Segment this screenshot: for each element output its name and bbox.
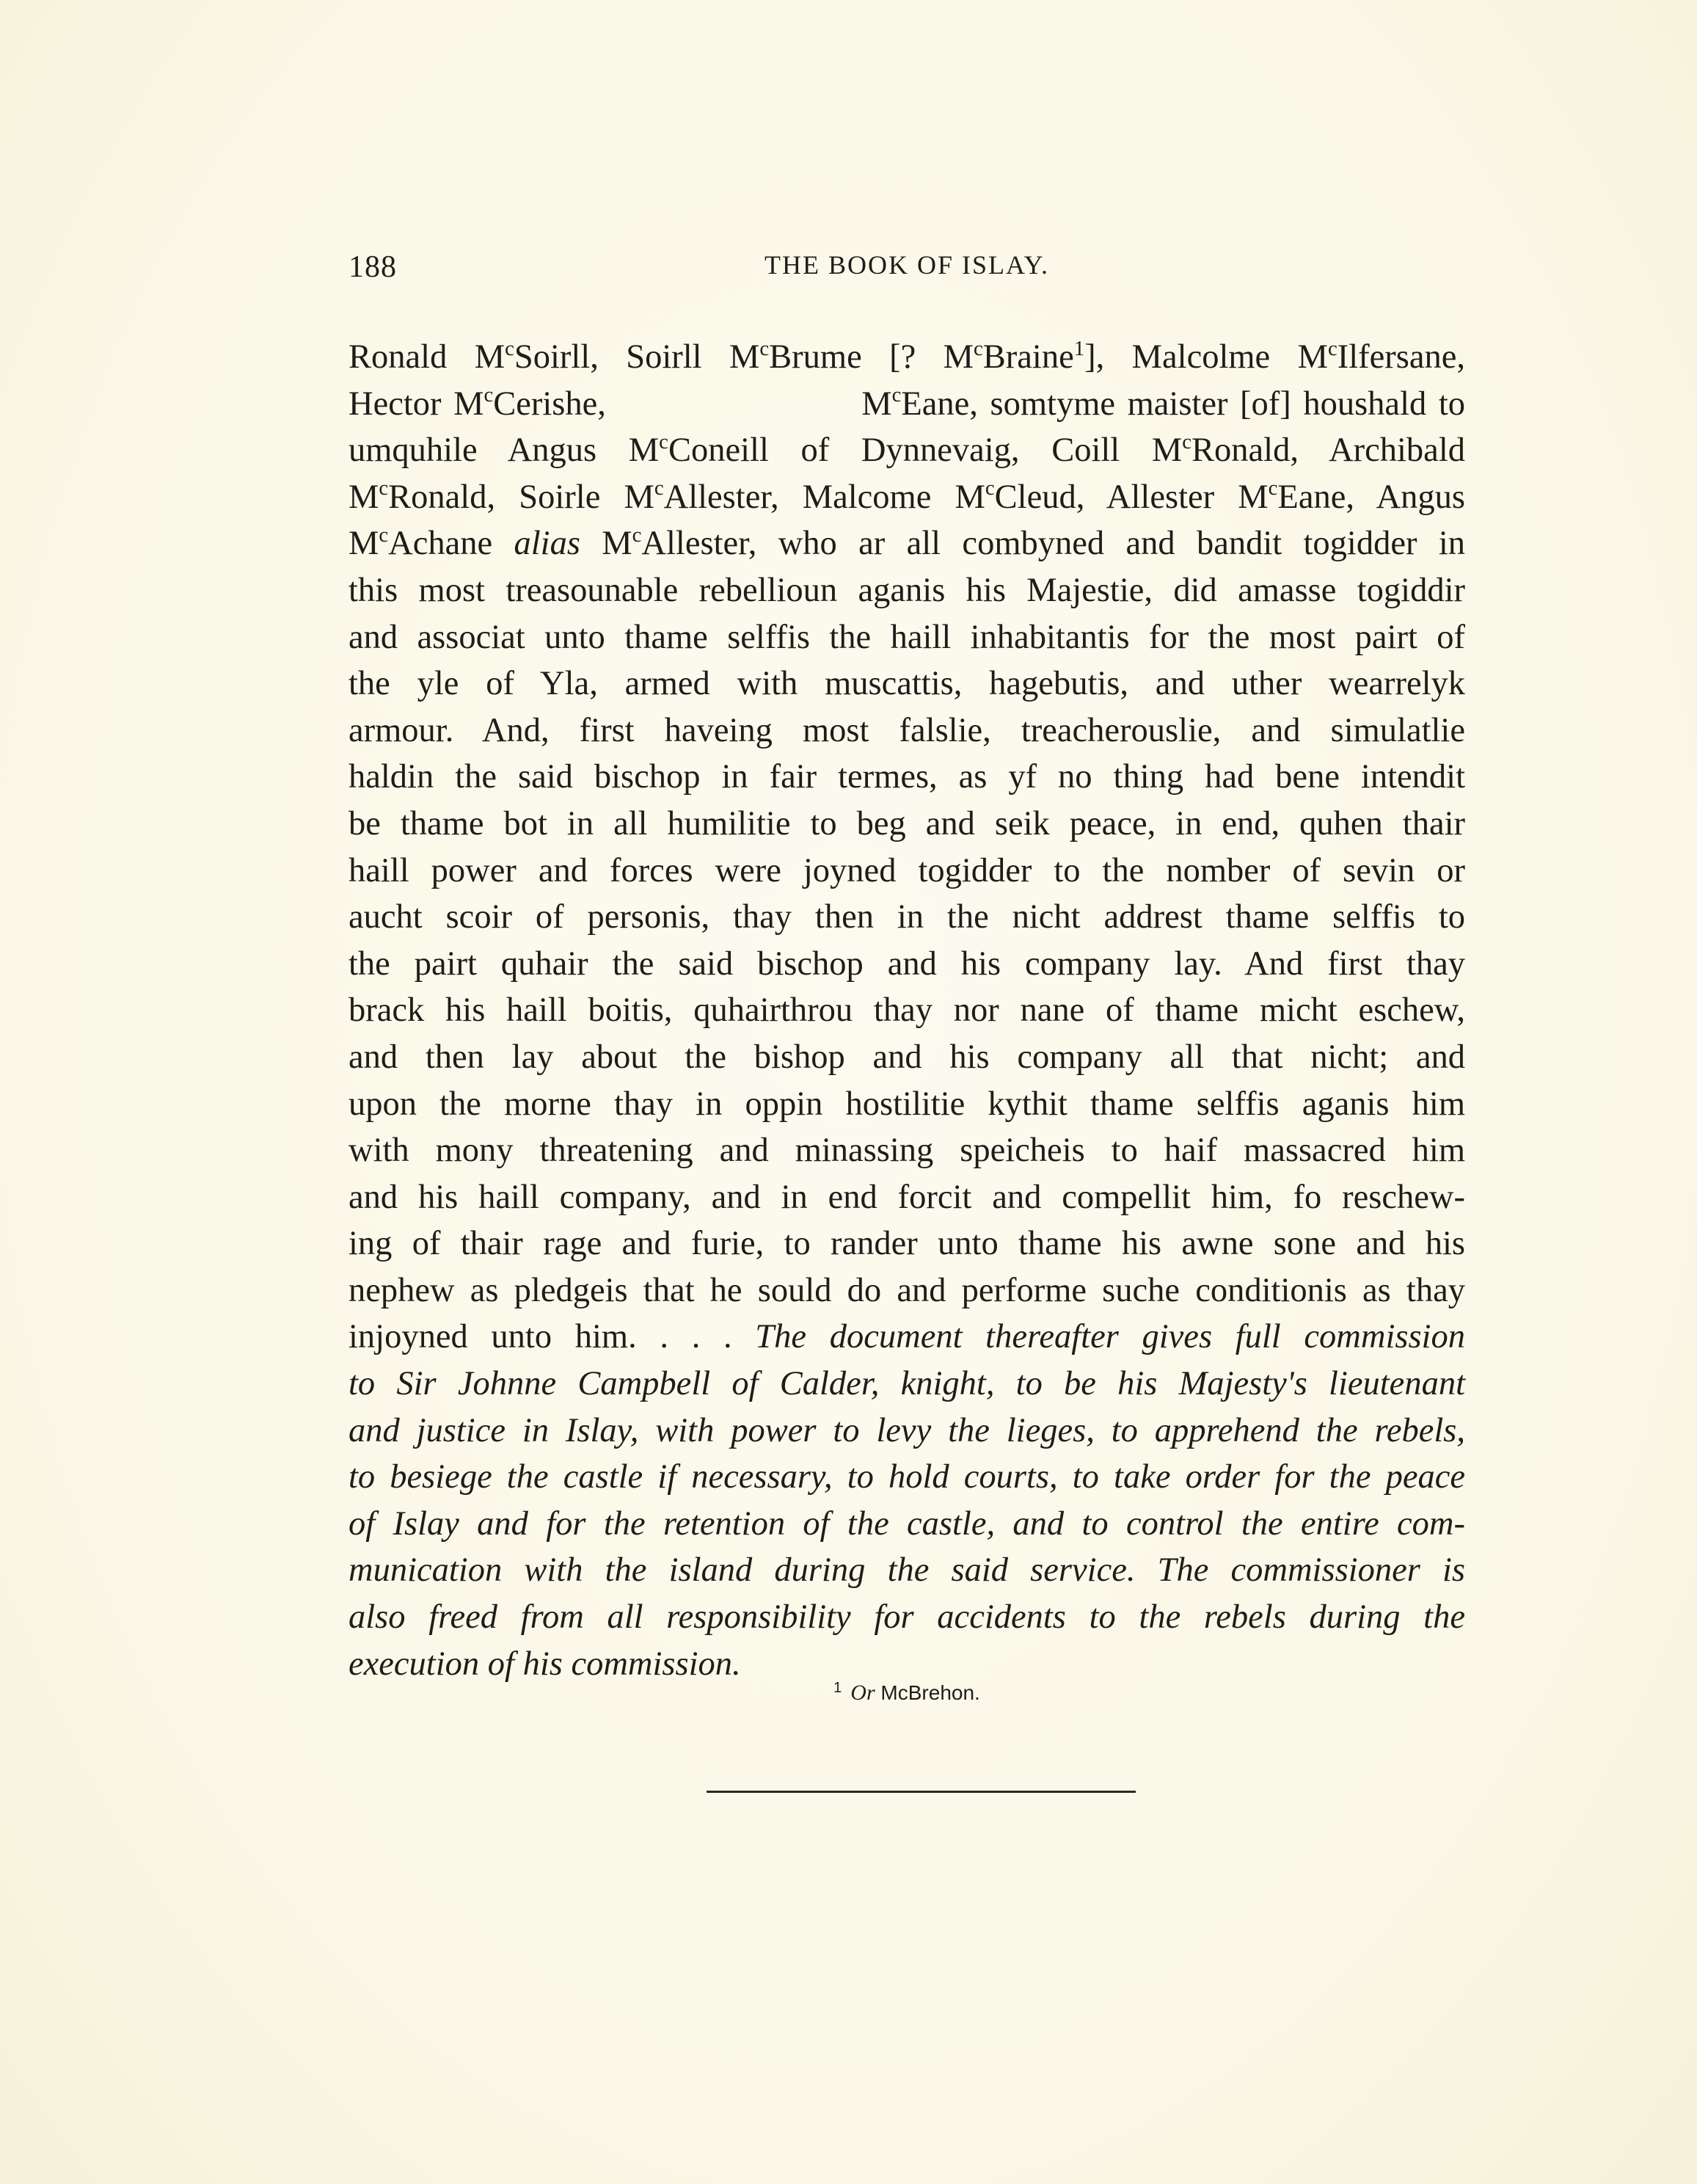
- text-line: of Islay and for the retention of the castle, and to control the entire com-: [348, 1504, 1465, 1543]
- text-line: execution of his commission.: [348, 1645, 741, 1683]
- text-line: also freed from all responsibility for accidents to the rebels during the: [348, 1598, 1465, 1637]
- text-line: and associat unto thame selffis the haill inhabitantis for the most pairt of: [348, 618, 1465, 656]
- text-line: the yle of Yla, armed with muscattis, hagebutis, and uther wearrelyk: [348, 665, 1465, 703]
- text-line: Ronald $M^cSoirll$, Soirll $M^cBrume$ [? $M^cBraine^1$], Malcolme $M^cIlfersane$,: [348, 336, 1465, 376]
- text-line: umquhile Angus $M^cConeill$ of Dynnevaig, Coill $M^cRonald$, Archibald: [348, 429, 1465, 470]
- text-line: the pairt quhair the said bischop and his company lay. And first thay: [348, 944, 1465, 983]
- text-line: $M^cAchane$ alias $M^cAllester$, who ar all combyned and bandit togidder in: [348, 523, 1465, 563]
- text-line: to besiege the castle if necessary, to hold courts, to take order for the peace: [348, 1458, 1465, 1496]
- text-line: ing of thair rage and furie, to rander unto thame his awne sone and his: [348, 1225, 1465, 1263]
- text-line: upon the morne thay in oppin hostilitie kythit thame selffis aganis him: [348, 1085, 1465, 1123]
- footnote-text: McBrehon.: [875, 1681, 980, 1704]
- text-line: and his haill company, and in end forcit and compellit him, fo reschew-: [348, 1178, 1465, 1216]
- text-line: injoyned unto him. . . . The document thereafter gives full commission: [348, 1318, 1465, 1356]
- text-line: nephew as pledgeis that he sould do and performe suche conditionis as thay: [348, 1271, 1465, 1309]
- footnote-mark: 1: [833, 1680, 842, 1696]
- text-line: haldin the said bischop in fair termes, as yf no thing had bene intendit: [348, 758, 1465, 796]
- closing-rule: [707, 1791, 1136, 1793]
- text-line: to Sir Johnne Campbell of Calder, knight, to be his Majesty's lieutenant: [348, 1365, 1465, 1403]
- text-line: $M^cRonald$, Soirle $M^cAllester$, Malcome $M^cCleud$, Allester $M^cEane$, Angus: [348, 476, 1465, 516]
- page-number: 188: [348, 250, 397, 284]
- body-text: [348, 334, 1465, 1687]
- text-line: be thame bot in all humilitie to beg and seik peace, in end, quhen thair: [348, 804, 1465, 842]
- text-line: and then lay about the bishop and his company all that nicht; and: [348, 1038, 1465, 1076]
- text-line: armour. And, first haveing most falslie, treacherouslie, and simulatlie: [348, 711, 1465, 749]
- footnote-italic: Or: [850, 1681, 875, 1705]
- text-line: this most treasounable rebellioun aganis his Majestie, did amasse togiddir: [348, 571, 1465, 609]
- footnote-reference: 1: [1073, 336, 1085, 360]
- text-line: munication with the island during the said service. The commissioner is: [348, 1551, 1465, 1590]
- text-line: brack his haill boitis, quhairthrou thay nor nane of thame micht eschew,: [348, 991, 1465, 1030]
- text-line: Hector $M^cCerishe$, $M^cEane$, somtyme maister [of] houshald to: [348, 383, 1465, 423]
- footnote: [348, 1681, 1465, 1706]
- text-line: haill power and forces were joyned togidder to the nomber of sevin or: [348, 851, 1465, 889]
- text-line: aucht scoir of personis, thay then in the nicht addrest thame selffis to: [348, 898, 1465, 936]
- text-line: and justice in Islay, with power to levy the lieges, to apprehend the rebels,: [348, 1411, 1465, 1449]
- page-header: [348, 250, 1465, 294]
- text-line: with mony threatening and minassing speicheis to haif massacred him: [348, 1132, 1465, 1170]
- running-title: THE BOOK OF ISLAY.: [764, 250, 1050, 280]
